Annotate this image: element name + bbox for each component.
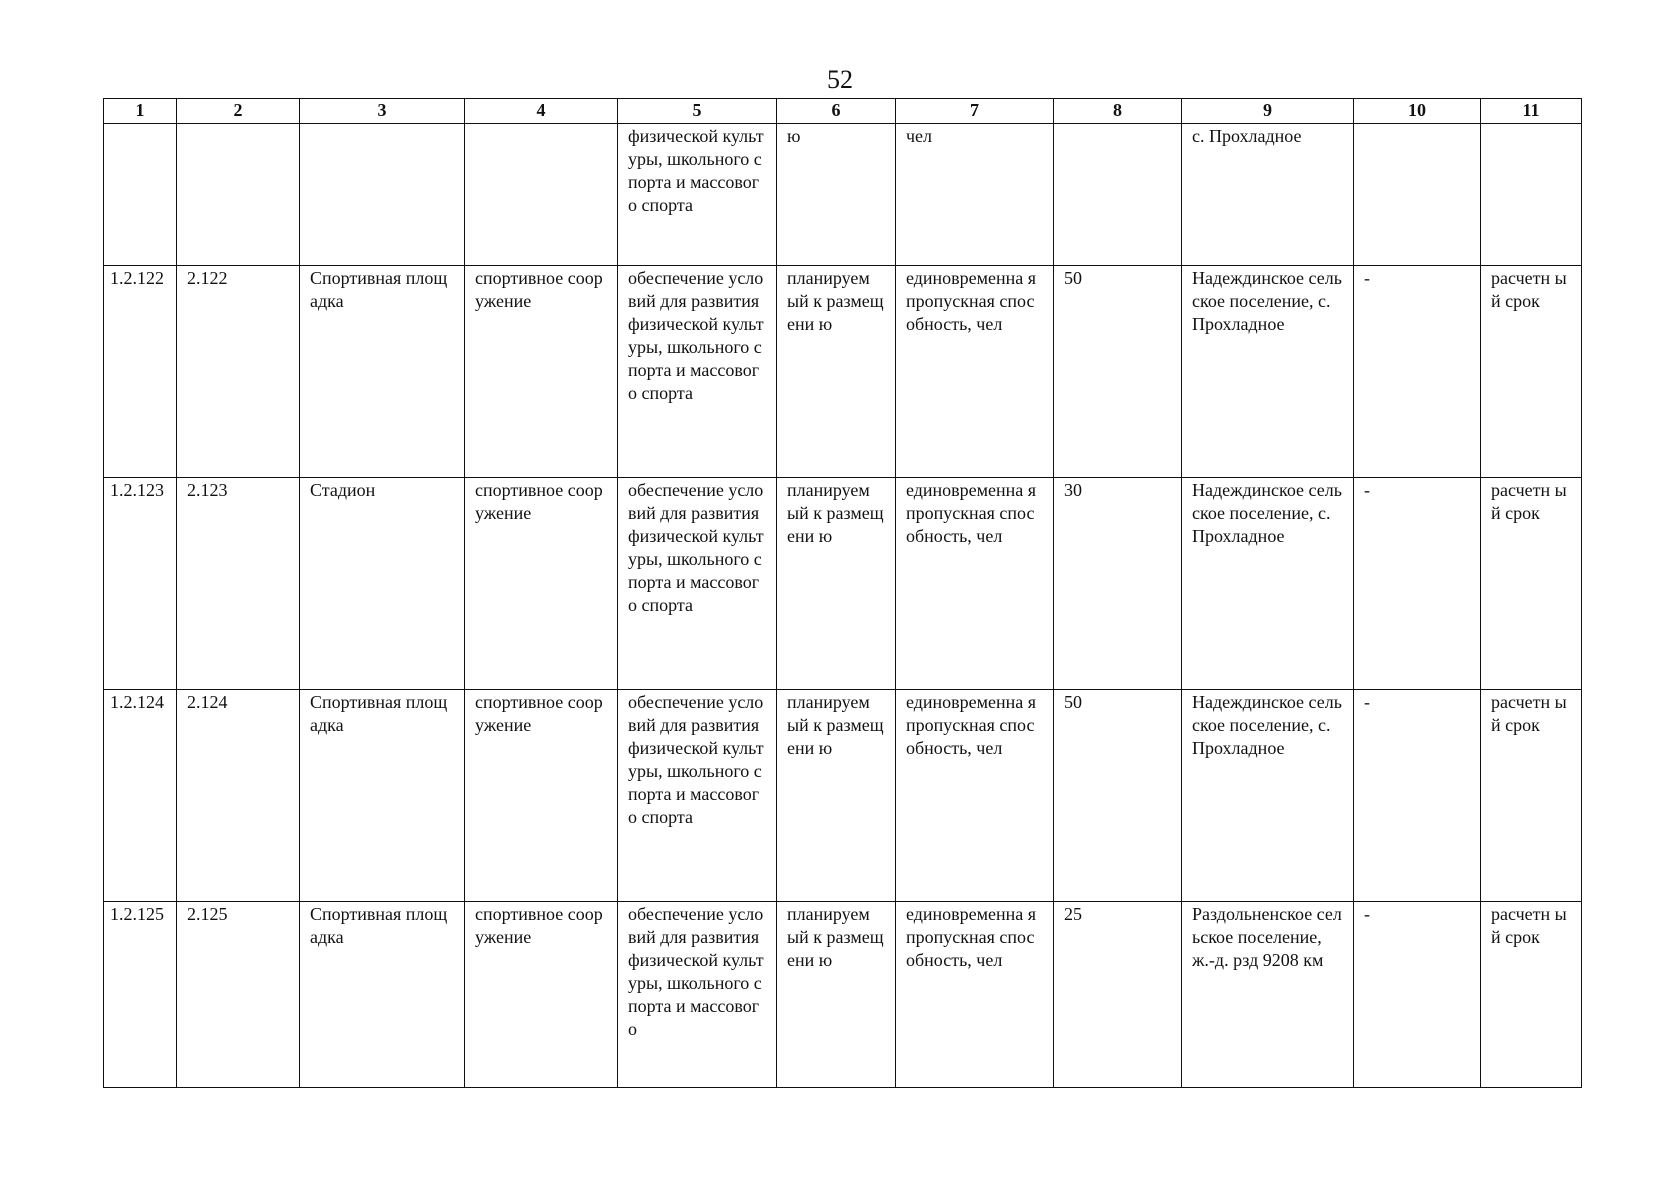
cell-status: планируем ый к размещени ю	[777, 902, 896, 1088]
table-row	[104, 902, 1582, 1088]
table-row	[104, 690, 1582, 902]
cell-object-type: спортивное сооружение	[465, 690, 618, 902]
cell-object-name	[300, 124, 465, 266]
page-number: 52	[827, 65, 853, 94]
cell-location: Надеждинское сельское поселение, с. Прохладное	[1182, 478, 1354, 690]
header-cell-7: 7	[896, 99, 1054, 124]
cell-number: 1.2.124	[104, 690, 177, 902]
cell-value	[1054, 124, 1182, 266]
cell-zone: -	[1354, 478, 1481, 690]
cell-object-type: спортивное сооружение	[465, 478, 618, 690]
header-cell-2: 2	[177, 99, 300, 124]
cell-status: планируем ый к размещени ю	[777, 690, 896, 902]
table-row	[104, 124, 1582, 266]
cell-characteristic: единовременна я пропускная способность, чел	[896, 266, 1054, 478]
cell-purpose: обеспечение условий для развития физической культуры, школьного спорта и массового спорта	[618, 690, 777, 902]
cell-purpose: физической культуры, школьного спорта и массового спорта	[618, 124, 777, 266]
cell-characteristic: чел	[896, 124, 1054, 266]
cell-number: 1.2.123	[104, 478, 177, 690]
header-row	[104, 99, 1582, 124]
cell-zone: -	[1354, 690, 1481, 902]
cell-zone	[1354, 124, 1481, 266]
header-cell-3: 3	[300, 99, 465, 124]
table-row	[104, 266, 1582, 478]
cell-object-type: спортивное сооружение	[465, 266, 618, 478]
cell-object-type: спортивное сооружение	[465, 902, 618, 1088]
cell-object-type	[465, 124, 618, 266]
header-cell-5: 5	[618, 99, 777, 124]
cell-number: 1.2.122	[104, 266, 177, 478]
cell-status: ю	[777, 124, 896, 266]
cell-code: 2.125	[177, 902, 300, 1088]
cell-object-name: Стадион	[300, 478, 465, 690]
cell-location: Надеждинское сельское поселение, с. Прохладное	[1182, 690, 1354, 902]
header-cell-6: 6	[777, 99, 896, 124]
cell-zone: -	[1354, 266, 1481, 478]
header-cell-9: 9	[1182, 99, 1354, 124]
cell-purpose: обеспечение условий для развития физической культуры, школьного спорта и массового спорта	[618, 478, 777, 690]
cell-value: 50	[1054, 690, 1182, 902]
cell-purpose: обеспечение условий для развития физической культуры, школьного спорта и массового спорта	[618, 266, 777, 478]
cell-location: Раздольненское сельское поселение, ж.-д. рзд 9208 км	[1182, 902, 1354, 1088]
cell-code	[177, 124, 300, 266]
cell-term: расчетн ый срок	[1481, 478, 1582, 690]
cell-location: Надеждинское сельское поселение, с. Прохладное	[1182, 266, 1354, 478]
cell-status: планируем ый к размещени ю	[777, 266, 896, 478]
cell-value: 30	[1054, 478, 1182, 690]
cell-term: расчетн ый срок	[1481, 266, 1582, 478]
cell-object-name: Спортивная площадка	[300, 266, 465, 478]
header-cell-8: 8	[1054, 99, 1182, 124]
cell-number: 1.2.125	[104, 902, 177, 1088]
cell-value: 25	[1054, 902, 1182, 1088]
cell-characteristic: единовременна я пропускная способность, чел	[896, 690, 1054, 902]
cell-characteristic: единовременна я пропускная способность, чел	[896, 902, 1054, 1088]
cell-term: расчетн ый срок	[1481, 902, 1582, 1088]
cell-code: 2.122	[177, 266, 300, 478]
header-cell-1: 1	[104, 99, 177, 124]
table-row	[104, 478, 1582, 690]
cell-purpose: обеспечение условий для развития физической культуры, школьного спорта и массового	[618, 902, 777, 1088]
cell-value: 50	[1054, 266, 1182, 478]
header-cell-4: 4	[465, 99, 618, 124]
cell-term	[1481, 124, 1582, 266]
cell-number	[104, 124, 177, 266]
cell-zone: -	[1354, 902, 1481, 1088]
cell-object-name: Спортивная площадка	[300, 902, 465, 1088]
header-cell-11: 11	[1481, 99, 1582, 124]
header-cell-10: 10	[1354, 99, 1481, 124]
cell-characteristic: единовременна я пропускная способность, чел	[896, 478, 1054, 690]
cell-location: с. Прохладное	[1182, 124, 1354, 266]
cell-term: расчетн ый срок	[1481, 690, 1582, 902]
data-table	[103, 98, 1582, 1088]
cell-status: планируем ый к размещени ю	[777, 478, 896, 690]
cell-code: 2.124	[177, 690, 300, 902]
cell-object-name: Спортивная площадка	[300, 690, 465, 902]
cell-code: 2.123	[177, 478, 300, 690]
